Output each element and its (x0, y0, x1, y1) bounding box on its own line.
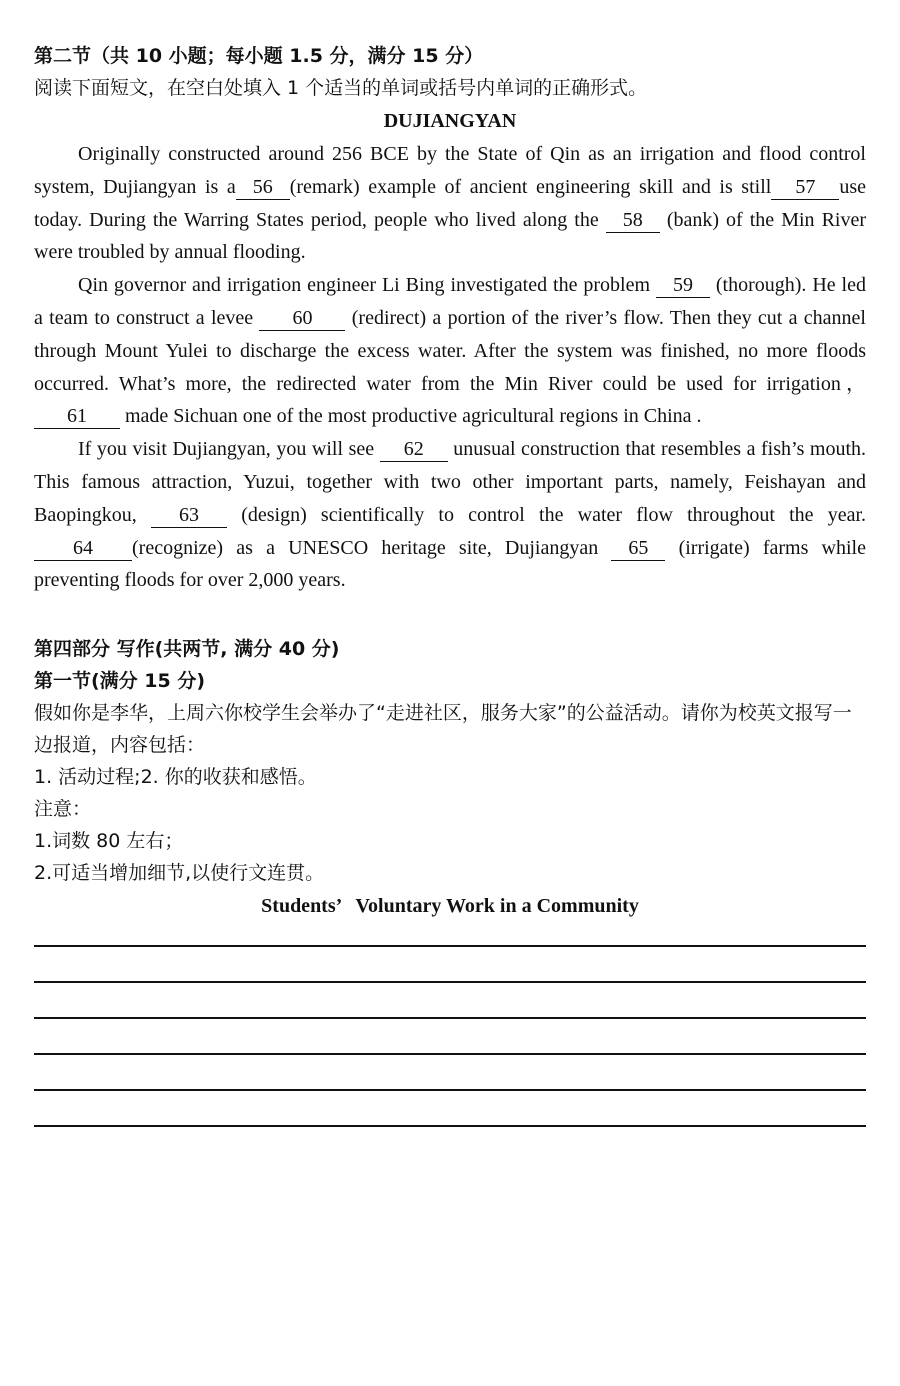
p2-text-4: made Sichuan one of the most productive agricultural regions in China . (125, 405, 702, 428)
blank-56: 56 (236, 175, 290, 200)
p2-text-3: (redirect) a portion of the river’s flow. Then they cut a channel through Mount Yulei to discharge the excess water. After the system was finished, no more floods occurred. What’s more, the redirected water from the Min River could be used for irrigation， (34, 306, 866, 395)
blank-64: 64 (34, 536, 132, 561)
passage-paragraph-2 (34, 269, 866, 433)
blank-63: 63 (151, 503, 227, 528)
passage-paragraph-1 (34, 138, 866, 269)
answer-line[interactable] (34, 1089, 866, 1091)
blank-59: 59 (656, 273, 710, 298)
part4-section1-heading: 第一节(满分 15 分) (34, 670, 206, 693)
answer-line[interactable] (34, 1053, 866, 1055)
writing-prompt: 假如你是李华，上周六你校学生会举办了“走进社区，服务大家”的公益活动。请你为校英文报写一边报道，内容包括： (34, 702, 852, 757)
answer-lines (34, 945, 866, 1127)
p3-text-2: unusual construction that resembles a fish’s mouth. This famous attraction, Yuzui, together with two other important parts, namely, Feishayan and Baopingkou, (34, 438, 867, 526)
p1-text-3: use today. During the Warring States period, people who lived along the (34, 175, 866, 231)
p3-text-4: (recognize) as a UNESCO heritage site, Dujiangyan (132, 536, 599, 559)
blank-61: 61 (34, 404, 120, 429)
p3-text-3: (design) scientifically to control the water flow throughout the year. (241, 503, 867, 526)
blank-57: 57 (771, 175, 839, 200)
blank-58: 58 (606, 208, 660, 233)
blank-60: 60 (259, 306, 345, 331)
blank-62: 62 (380, 437, 448, 462)
passage-title: DUJIANGYAN (383, 110, 517, 132)
section2-instruction: 阅读下面短文，在空白处填入 1 个适当的单词或括号内单词的正确形式。 (34, 77, 648, 99)
p3-text-5: (irrigate) farms while preventing floods for over 2,000 years. (34, 536, 866, 592)
p2-text-2: (thorough). He led a team to construct a levee (34, 274, 866, 329)
section2-heading: 第二节（共 10 小题；每小题 1.5 分，满分 15 分） (34, 45, 484, 67)
p1-text-1: Originally constructed around 256 BCE by the State of Qin as an irrigation and flood control system, Dujiangyan is a (34, 143, 866, 198)
passage-paragraph-3 (34, 433, 866, 597)
writing-points: 1. 活动过程;2. 你的收获和感悟。 (34, 766, 317, 789)
p1-text-4: (bank) of the Min River were troubled by annual flooding. (34, 208, 867, 264)
notice-item-2: 2.可适当增加细节,以使行文连贯。 (34, 862, 325, 885)
answer-line[interactable] (34, 981, 866, 983)
p2-text-1: Qin governor and irrigation engineer Li Bing investigated the problem (78, 274, 651, 297)
notice-label: 注意： (34, 798, 92, 821)
notice-item-1: 1.词数 80 左右； (34, 830, 184, 853)
essay-title: Students’ Voluntary Work in a Community (261, 895, 639, 918)
section-gap (34, 597, 866, 633)
p3-text-1: If you visit Dujiangyan, you will see (78, 438, 375, 461)
blank-65: 65 (611, 536, 665, 561)
answer-line[interactable] (34, 945, 866, 947)
p1-text-2: (remark) example of ancient engineering skill and is still (289, 175, 772, 198)
answer-line[interactable] (34, 1125, 866, 1127)
part4-heading: 第四部分 写作(共两节, 满分 40 分) (34, 638, 340, 661)
exam-page (34, 40, 866, 1127)
answer-line[interactable] (34, 1017, 866, 1019)
